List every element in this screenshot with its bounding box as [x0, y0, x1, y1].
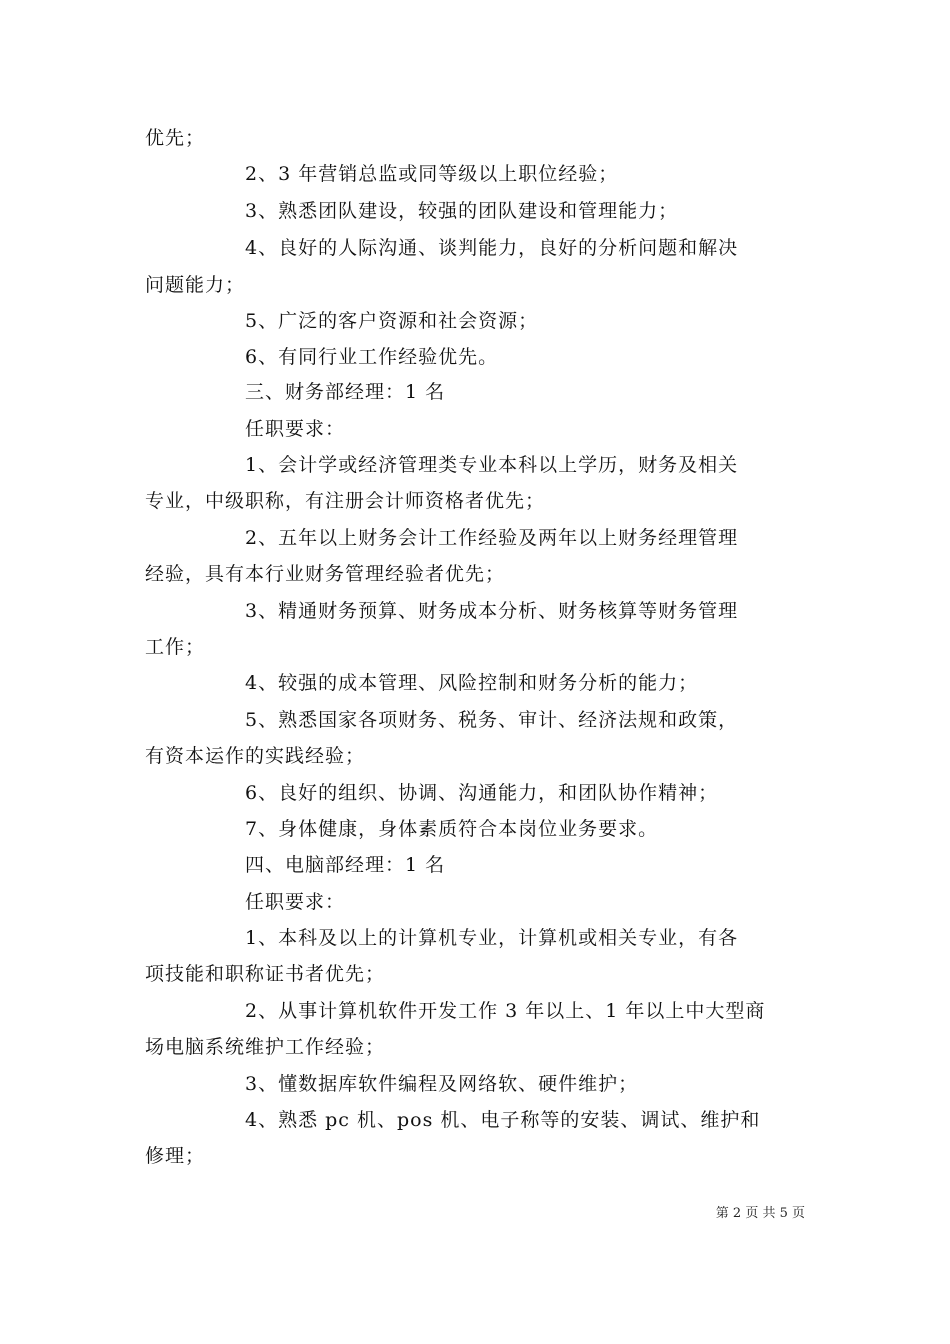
- text-line: 优先；: [145, 127, 206, 149]
- text-line: 7、身体健康，身体素质符合本岗位业务要求。: [245, 818, 659, 840]
- section-heading: 三、财务部经理：1 名: [245, 381, 446, 403]
- text-line: 场电脑系统维护工作经验；: [145, 1036, 386, 1058]
- text-line: 2、从事计算机软件开发工作 3 年以上、1 年以上中大型商: [245, 1000, 766, 1022]
- text-line: 2、五年以上财务会计工作经验及两年以上财务经理管理: [245, 527, 739, 549]
- section-heading: 四、电脑部经理：1 名: [245, 854, 446, 876]
- text-line: 4、熟悉 pc 机、pos 机、电子称等的安装、调试、维护和: [245, 1109, 761, 1131]
- text-line: 1、本科及以上的计算机专业，计算机或相关专业，有各: [245, 927, 739, 949]
- text-line: 项技能和职称证书者优先；: [145, 963, 386, 985]
- text-line: 6、良好的组织、协调、沟通能力，和团队协作精神；: [245, 782, 719, 804]
- text-line: 专业，中级职称，有注册会计师资格者优先；: [145, 490, 546, 512]
- text-line: 5、熟悉国家各项财务、税务、审计、经济法规和政策，: [245, 709, 739, 731]
- text-line: 1、会计学或经济管理类专业本科以上学历，财务及相关: [245, 454, 739, 476]
- text-line: 3、熟悉团队建设，较强的团队建设和管理能力；: [245, 200, 679, 222]
- text-line: 3、精通财务预算、财务成本分析、财务核算等财务管理: [245, 600, 739, 622]
- text-line: 问题能力；: [145, 274, 246, 296]
- page-number: 第 2 页 共 5 页: [715, 1206, 805, 1221]
- subheading: 任职要求：: [245, 891, 346, 913]
- subheading: 任职要求：: [245, 418, 346, 440]
- text-line: 经验，具有本行业财务管理经验者优先；: [145, 563, 506, 585]
- text-line: 4、良好的人际沟通、谈判能力，良好的分析问题和解决: [245, 237, 739, 259]
- text-line: 3、懂数据库软件编程及网络软、硬件维护；: [245, 1073, 639, 1095]
- text-line: 修理；: [145, 1145, 206, 1167]
- text-line: 2、3 年营销总监或同等级以上职位经验；: [245, 163, 619, 185]
- text-line: 6、有同行业工作经验优先。: [245, 346, 499, 368]
- text-line: 4、较强的成本管理、风险控制和财务分析的能力；: [245, 672, 699, 694]
- text-line: 5、广泛的客户资源和社会资源；: [245, 310, 539, 332]
- text-line: 工作；: [145, 636, 206, 658]
- text-line: 有资本运作的实践经验；: [145, 745, 366, 767]
